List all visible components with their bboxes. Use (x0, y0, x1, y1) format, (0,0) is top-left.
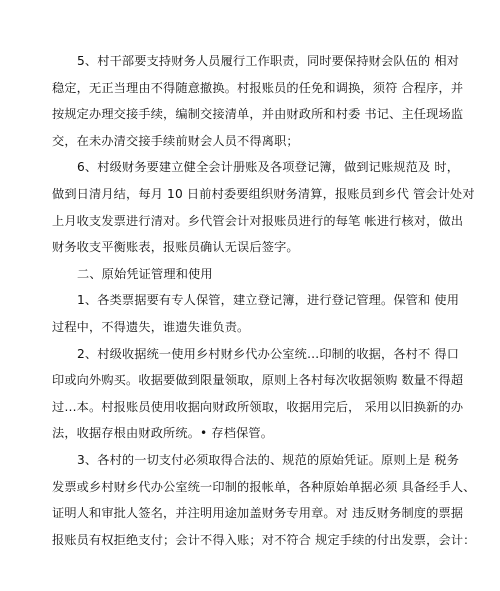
text-line: 印或向外购买。收据要做到限量领取，原则上各村每次收据领购 数量不得超 (52, 373, 464, 388)
text-line: 5、村干部要支持财务人员履行工作职责，同时要保持财会队伍的 相对 (77, 54, 460, 68)
document-body (52, 48, 476, 553)
text-line: 财务收支平衡账表，报账员确认无误后签字。 (52, 240, 299, 255)
paragraph-5 (52, 48, 464, 154)
text-line: 稳定，无正当理由不得随意撤换。村报账员的任免和调换，须符 合程序，并 (52, 80, 464, 95)
text-line: 过…本。村报账员使用收据向财政所领取，收据用完后， 采用以旧换新的办 (52, 399, 464, 414)
text-line: 3、各村的一切支付必须取得合法的、规范的原始凭证。原则上是 税务 (77, 452, 460, 467)
text-line: 证明人和审批人签名，并注明用途加盖财务专用章。对 违反财务制度的票据 (52, 506, 464, 521)
text-line: 1、各类票据要有专人保管，建立登记簿，进行登记管理。保管和 使用 (77, 293, 460, 308)
text-line: 6、村级财务要建立健全会计册账及各项登记簿，做到记账规范及 时， (77, 160, 460, 175)
paragraph-2-3 (52, 447, 476, 553)
text-line: 上月收支发票进行清对。乡代管会计对报账员进行的每笔 帐进行核对，做出 (52, 213, 464, 228)
paragraph-6 (52, 154, 475, 260)
text-line: 做到日清月结，每月 10 日前村委要组织财务清算，报账员到乡代 管会计处对 (52, 186, 475, 201)
paragraph-2-1 (52, 287, 460, 340)
text-line: 交，在未办清交接手续前财会人员不得离职； (52, 133, 299, 148)
section-title: 二、原始凭证管理和使用 (77, 266, 213, 281)
section-heading (52, 261, 452, 288)
text-line: 2、村级收据统一使用乡村财乡代办公室统…印制的收据，各村不 得口 (77, 346, 460, 361)
text-line: 发票或乡村财乡代办公室统一印制的报帐单，各种原始单据必须 具备经手人、 (52, 479, 476, 494)
text-line: 按规定办理交接手续，编制交接清单，并由财政所和村委 书记、主任现场监 (52, 107, 464, 122)
text-line: 报账员有权拒绝支付；会计不得入账；对不符合 规定手续的付出发票，会计： (52, 532, 476, 547)
paragraph-2-2 (52, 341, 464, 447)
text-line: 法，收据存根由财政所统。• 存档保管。 (52, 426, 274, 441)
text-line: 过程中，不得遗失，谁遗失谁负责。 (52, 319, 250, 334)
